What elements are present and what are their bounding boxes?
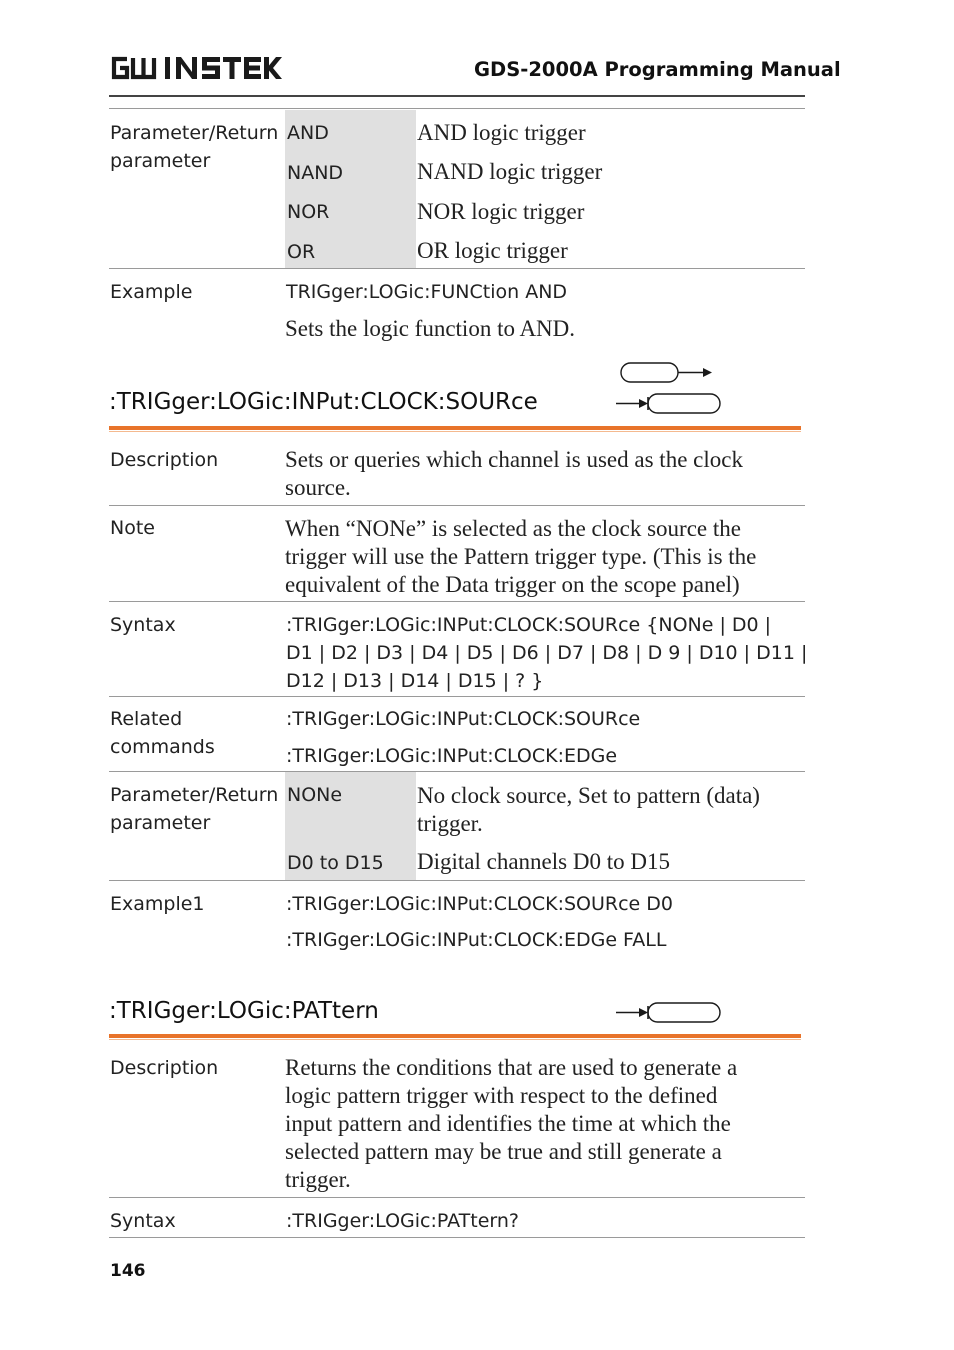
param-desc: OR logic trigger — [417, 238, 568, 263]
header-rule-top — [109, 95, 805, 97]
syntax-text: :TRIGger:LOGic:INPut:CLOCK:SOURce {NONe | D0 | D1 | D2 | D3 | D4 | D5 | D6 | D7 | D8 | D 9 | D10 | D11 | D12 | D13 | D14 | D15 | ? } — [286, 614, 808, 692]
query-icon — [614, 1001, 724, 1025]
syntax-label: Syntax — [110, 1210, 176, 1232]
param-name: NONe — [287, 784, 343, 806]
section-title-underline-shadow — [109, 1039, 801, 1040]
page-number: 146 — [110, 1261, 146, 1281]
related-command[interactable]: :TRIGger:LOGic:INPut:CLOCK:EDGe — [286, 745, 618, 767]
gw-instek-logo — [110, 54, 282, 82]
manual-title: GDS-2000A Programming Manual — [474, 58, 841, 81]
description-label: Description — [110, 449, 219, 471]
row-divider — [109, 268, 805, 269]
param-desc: Digital channels D0 to D15 — [417, 849, 670, 874]
description-text: Returns the conditions that are used to generate a logic pattern trigger with respect to the defined input pattern and identifies the time at which the selected pattern may be true and still generate a trigger. — [285, 1055, 738, 1192]
row-divider — [109, 505, 805, 506]
param-name: NAND — [287, 162, 344, 184]
section-title: :TRIGger:LOGic:INPut:CLOCK:SOURce — [109, 389, 538, 415]
param-name: AND — [287, 122, 329, 144]
example-label: Example — [110, 281, 193, 303]
param-desc: No clock source, Set to pattern (data) trigger. — [417, 783, 760, 836]
section-title: :TRIGger:LOGic:PATtern — [109, 998, 379, 1024]
section-title-underline-shadow — [109, 431, 801, 432]
param-label: Parameter/Return parameter — [110, 122, 279, 172]
param-name: NOR — [287, 201, 330, 223]
description-label: Description — [110, 1057, 219, 1079]
row-divider — [109, 1197, 805, 1198]
section-title-underline — [109, 1034, 801, 1038]
section-title-underline — [109, 426, 801, 430]
set-icon — [618, 361, 718, 385]
param-desc: NAND logic trigger — [417, 159, 603, 184]
row-divider — [109, 696, 805, 697]
note-label: Note — [110, 517, 155, 539]
example-command: :TRIGger:LOGic:INPut:CLOCK:SOURce D0 — [286, 893, 673, 915]
syntax-text: :TRIGger:LOGic:PATtern? — [286, 1210, 519, 1232]
syntax-label: Syntax — [110, 614, 176, 636]
param-desc: AND logic trigger — [417, 120, 586, 145]
example-command: :TRIGger:LOGic:INPut:CLOCK:EDGe FALL — [286, 929, 667, 951]
example-command: TRIGger:LOGic:FUNCtion AND — [286, 281, 568, 303]
note-text: When “NONe” is selected as the clock source the trigger will use the Pattern trigger type. (This is the equivalent of the Data trigger on the scope panel) — [285, 516, 757, 597]
row-divider — [109, 601, 805, 602]
query-icon — [614, 392, 724, 416]
related-label: Related commands — [110, 708, 215, 758]
row-divider — [109, 880, 805, 881]
header-rule-bottom — [109, 108, 805, 109]
param-desc: NOR logic trigger — [417, 199, 585, 224]
param-name: OR — [287, 241, 316, 263]
example-label: Example1 — [110, 893, 205, 915]
description-text: Sets or queries which channel is used as the clock source. — [285, 447, 743, 500]
related-command[interactable]: :TRIGger:LOGic:INPut:CLOCK:SOURce — [286, 708, 641, 730]
row-divider — [109, 771, 805, 772]
param-label: Parameter/Return parameter — [110, 784, 279, 834]
param-name: D0 to D15 — [287, 852, 384, 874]
example-description: Sets the logic function to AND. — [285, 316, 576, 341]
row-divider — [109, 1237, 805, 1238]
